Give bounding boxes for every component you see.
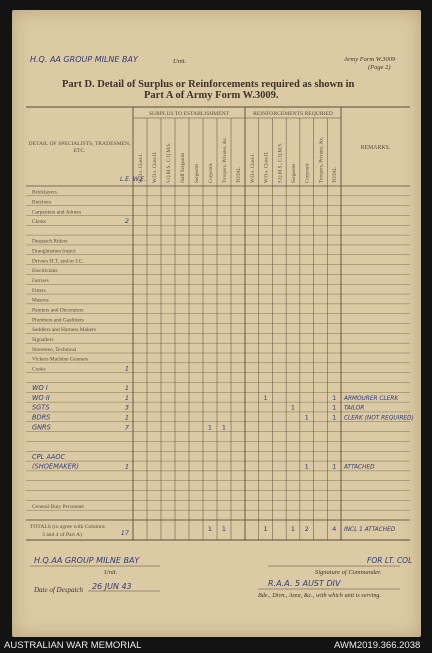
row-establishment-value: 1 xyxy=(124,384,129,393)
reinforcements-column-header: Corporals xyxy=(305,163,311,183)
signature-label: Signature of Commander. xyxy=(315,569,382,576)
row-label: Electricians xyxy=(32,268,58,275)
reinforcements-column-header: S.Q.M.S., C.Q.M.S. xyxy=(278,142,284,183)
row-establishment-value: 7 xyxy=(124,423,129,432)
row-label: Cooks xyxy=(32,366,46,373)
row-establishment-value: 1 xyxy=(124,364,129,373)
row-label: Carpenters and Joiners xyxy=(32,209,82,216)
row-label: Farriers xyxy=(32,278,49,285)
row-establishment-value: 1 xyxy=(124,462,129,471)
reinforcement-cell-value: 1 xyxy=(290,403,296,412)
le-we-note: L.E. W.E. xyxy=(120,176,146,183)
totals-reinforcement-value: 1 xyxy=(263,525,268,533)
date-of-despatch-label: Date of Despatch xyxy=(34,586,83,594)
reinforcement-cell-value: 1 xyxy=(332,462,337,471)
unit-handwritten: H.Q. AA GROUP MILNE BAY xyxy=(30,55,138,64)
reinforcements-column-header: TOTAL xyxy=(333,167,339,183)
row-establishment-value: 3 xyxy=(124,403,129,412)
totals-establishment-value: 17 xyxy=(120,529,129,537)
row-label: Vickers Machine Gunners xyxy=(32,356,89,363)
reinforcement-cell-value: 1 xyxy=(332,403,337,412)
archive-caption-left: AUSTRALIAN WAR MEMORIAL xyxy=(4,640,142,651)
row-label: Signallers xyxy=(32,336,54,343)
row-label: BDRS xyxy=(32,413,51,422)
remarks-header: REMARKS. xyxy=(360,145,391,151)
form-label: Army Form W.3009 xyxy=(344,56,396,63)
row-remark: ATTACHED xyxy=(344,464,375,471)
row-label: Clerks xyxy=(32,219,47,226)
row-label: Fitters xyxy=(32,287,46,294)
row-label: Draughtsmen (topo) xyxy=(32,248,76,255)
surplus-header: SURPLUS TO ESTABLISHMENT xyxy=(148,111,230,117)
footer-unit-label: Unit. xyxy=(104,569,118,576)
formation-label: Bde., Divn., Area, &c., with which unit is serving. xyxy=(258,592,382,599)
row-label: Despatch Riders xyxy=(32,238,68,245)
totals-reinforcement-value: 1 xyxy=(290,525,296,533)
row-remark: TAILOR xyxy=(344,405,365,412)
row-label: Drivers H.T. and/or I.C. xyxy=(32,258,84,265)
row-label: General Duty Personnel xyxy=(32,503,84,510)
row-establishment-value: 1 xyxy=(124,393,129,402)
form-title-line-1: Part D. Detail of Surplus or Reinforcements required as shown in xyxy=(62,79,355,90)
row-remark: ARMOURER CLERK xyxy=(344,395,399,402)
formation-value: R.A.A. 5 AUST DIV xyxy=(268,579,341,588)
date-of-despatch-value: 26 JUN 43 xyxy=(92,582,132,591)
detail-header-line-2: ETC. xyxy=(73,148,86,154)
reinforcement-cell-value: 1 xyxy=(332,413,337,422)
reinforcement-cell-value: 1 xyxy=(332,393,337,402)
totals-surplus-value: 1 xyxy=(207,525,213,533)
surplus-column-header: S.Q.M.S., C.Q.M.S. xyxy=(167,142,172,183)
row-label: CPL AAOC xyxy=(32,452,66,461)
row-label: GNRS xyxy=(32,423,51,432)
row-remark: CLERK (NOT REQUIRED) xyxy=(344,415,414,422)
row-label: (SHOEMAKER) xyxy=(32,462,79,471)
row-label: Saddlers and Harness Makers xyxy=(32,327,96,334)
totals-surplus-value: 1 xyxy=(221,525,227,533)
totals-reinforcement-value: 2 xyxy=(304,525,309,533)
surplus-cell-value: 1 xyxy=(207,423,213,432)
totals-label-line-2: 3 and 4 of Part A) xyxy=(42,532,82,538)
footer-unit-value: H.Q.AA GROUP MILNE BAY xyxy=(34,556,140,565)
row-label: WO I xyxy=(32,384,48,393)
reinforcement-cell-value: 1 xyxy=(304,462,309,471)
reinforcement-cell-value: 1 xyxy=(263,393,268,402)
reinforcements-column-header: W.O.s. Class II. xyxy=(264,151,270,183)
row-label: Masons xyxy=(32,297,49,304)
surplus-column-header: Sergeants xyxy=(195,163,200,183)
page-label: (Page 2) xyxy=(368,64,391,71)
surplus-column-header: Staff Sergeants xyxy=(181,152,186,183)
signature-value: FOR LT. COL xyxy=(367,556,413,565)
reinforcements-column-header: Sergeants xyxy=(292,163,297,183)
totals-label-line-1: TOTALS (to agree with Columns xyxy=(30,524,105,530)
totals-reinforcement-value: 4 xyxy=(332,525,337,533)
row-label: Storemen, Technical xyxy=(32,346,77,353)
surplus-column-header: W.O.s. Class I. xyxy=(139,153,144,183)
row-label: Painters and Decorators xyxy=(32,307,84,314)
reinforcement-cell-value: 1 xyxy=(304,413,309,422)
row-label: SGTS xyxy=(32,403,50,412)
totals-remark: INCL 1 ATTACHED xyxy=(344,527,396,533)
surplus-column-header: TOTAL xyxy=(237,167,242,183)
surplus-column-header: W.O.s. Class II. xyxy=(153,151,158,183)
form-title-line-2: Part A of Army Form W.3009. xyxy=(144,90,279,101)
unit-label: Unit. xyxy=(173,58,187,65)
row-establishment-value: 1 xyxy=(124,413,129,422)
surplus-cell-value: 1 xyxy=(221,423,227,432)
row-label: Butchers xyxy=(32,199,52,206)
reinforcements-header: REINFORCEMENTS REQUIRED xyxy=(253,111,333,117)
surplus-column-header: Corporals xyxy=(209,163,214,183)
row-label: Bricklayers xyxy=(32,189,57,196)
row-label: Plumbers and Gasfitters xyxy=(32,317,84,324)
reinforcements-column-header: W.O.s. Class I. xyxy=(250,153,256,183)
reinforcements-column-header: Troopers, Privates, &c. xyxy=(319,136,325,183)
archive-caption-right: AWM2019.366.2038 xyxy=(334,640,421,651)
row-establishment-value: 2 xyxy=(124,217,129,226)
row-label: WO II xyxy=(32,393,50,402)
surplus-column-header: Troopers, Privates, &c. xyxy=(223,136,228,183)
detail-header-line-1: DETAIL OF SPECIALISTS, TRADESMEN, xyxy=(28,141,131,147)
